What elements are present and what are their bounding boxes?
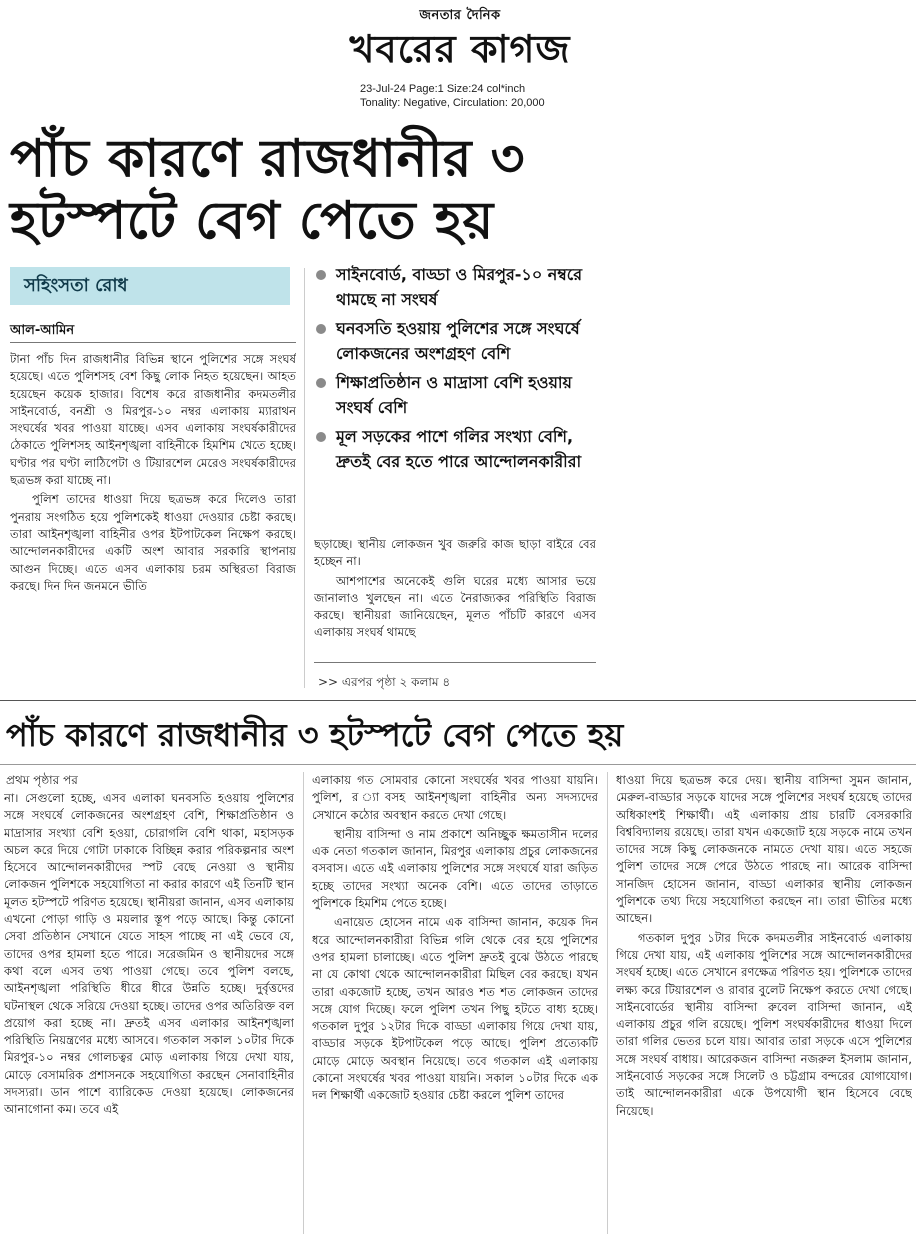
highlight-item: [316, 424, 606, 474]
column-divider: [304, 268, 305, 688]
divider-rule: [314, 662, 596, 663]
column-divider: [607, 772, 608, 1234]
clip-meta-line-2: Tonality: Negative, Circulation: 20,000: [360, 97, 545, 109]
highlights-list: [316, 262, 606, 478]
body-paragraph: না। সেগুলো হচ্ছে, এসব এলাকা ঘনবসতি হওয়ায় পুলিশের সঙ্গে সংঘর্ষে লোকজনের অংশগ্রহণ বেশি, শিক্ষাপ্রতিষ্ঠান ও মাদ্রাসার সংখ্যা বেশি হওয়া, চোরাগলি বেশি থাকা, মহাসড়ক অচল করে দিয়ে গোটা ঢাকাকে বিচ্ছিন্ন করার পরিকল্পনার অংশ হিসেবে আন্দোলনকারীদের স্পট বেছে নেওয়া ও স্থানীয় লোকজন পুলিশকে সহযোগিতা না করার কারণে এই তিনটি স্থান মূলত হটস্পটে পরিণত হয়েছে। স্থানীয়রা জানান, এসব এলাকায় এখনো পোড়া গাড়ি ও ময়লার স্তূপ পড়ে আছে। কিন্তু কোনো সেবা প্রতিষ্ঠান সেখানে যেতে সাহস পাচ্ছে না এই ভেবে যে, তাদের ওপর হামলা হতে পারে। সরেজমিন ও স্থানীয়দের সঙ্গে কথা বলে এসব তথ্য পাওয়া গেছে। তবে পুলিশ বলছে, আইনশৃঙ্খলা পরিস্থিতি ধীরে ধীরে উন্নতি হচ্ছে। দুর্বৃত্তদের ঘটনাস্থল থেকে সরিয়ে দেওয়া হচ্ছে। তাদের ওপর অতিরিক্ত বল প্রয়োগ করা হচ্ছে না। দ্রুতই এসব এলাকার আইনশৃঙ্খলা পরিস্থিতি নিয়ন্ত্রণের মধ্যে আসবে। গতকাল সকাল ১০টার দিকে মিরপুর-১০ নম্বর গোলচত্বর মোড় এলাকায় গিয়ে দেখা যায়, মোড়ে বেসামরিক প্রশাসনকে সহযোগিতা করছেন সেনাবাহিনীর সদস্যরা। ডান পাশে ব্যারিকেড দেওয়া হয়েছে। লোকজনের আনাগোনা কম। তবে এই: [4, 791, 294, 1117]
bullet-icon: [316, 432, 326, 442]
body-paragraph: ধাওয়া দিয়ে ছত্রভঙ্গ করে দেয়। স্থানীয় বাসিন্দা সুমন জানান, মেরুল-বাড্ডার সড়কে যাদের সঙ্গে পুলিশের সংঘর্ষ হয়েছে তাদের অধিকাংশই শিক্ষার্থী। এই এলাকায় প্রায় চারটি বেসরকারি বিশ্ববিদ্যালয় রয়েছে। তারা যখন একজোট হয়ে সড়কে নামে তখন তাদের সঙ্গে কিছু লোকজনকে নামতে দেখা যায়। এতে সহজে পুলিশ তাদের সঙ্গে পেরে উঠতে পারছে না। আরেক বাসিন্দা সানজিদ হোসেন জানান, বাড্ডা এলাকার স্থানীয় লোকজন পুলিশকে তথ্য দিয়ে সহযোগিতা করছেন না। তারা ভীতির মধ্যে আছেন।: [616, 773, 912, 926]
byline: আল-আমিন: [10, 323, 75, 338]
divider-rule: [0, 764, 916, 765]
jump-reference: >> এরপর পৃষ্ঠা ২ কলাম ৪: [318, 675, 451, 689]
highlight-text: মূল সড়কের পাশে গলির সংখ্যা বেশি, দ্রুতই বের হতে পারে আন্দোলনকারীরা: [336, 427, 582, 471]
bullet-icon: [316, 270, 326, 280]
section-divider: [0, 700, 916, 701]
body-paragraph: এলাকায় গত সোমবার কোনো সংঘর্ষের খবর পাওয়া যায়নি। পুলিশ, র ্যাবসহ আইনশৃঙ্খলা বাহিনীর অন্য সদস্যদের সেখানে কঠোর অবস্থান করতে দেখা গেছে।: [312, 773, 598, 822]
continuation-paragraph: আশপাশের অনেকেই গুলি ঘরের মধ্যে আসার ভয়ে জানালাও খুলছেন না। এতে নৈরাজ্যকর পরিস্থিতি বিরাজ করছে। স্থানীয়রা জানিয়েছেন, মূলত পাঁচটি কারণে এসব এলাকায় সংঘর্ষ থামছে: [314, 573, 596, 640]
body-paragraph: স্থানীয় বাসিন্দা ও নাম প্রকাশে অনিচ্ছুক ক্ষমতাসীন দলের এক নেতা গতকাল জানান, মিরপুর এলাকায় প্রচুর লোকজনের বসবাস। এতে এই এলাকায় পুলিশের সঙ্গে সংঘর্ষে যারা জড়িত হচ্ছে তাদের সংখ্যা অনেক বেশি। এতে তাদের তাড়াতে পুলিশকে হিমশিম পেতে হচ্ছে।: [312, 826, 598, 911]
column-divider: [303, 772, 304, 1234]
intro-paragraph: টানা পাঁচ দিন রাজধানীর বিভিন্ন স্থানে পুলিশের সঙ্গে সংঘর্ষ হয়েছে। এতে পুলিশসহ বেশ কিছু লোক নিহত হয়েছেন। আহত হয়েছেন কয়েক হাজার। বিশেষ করে রাজধানীর কদমতলীর সাইনবোর্ড, বনশ্রী ও মিরপুর-১০ নম্বর এলাকায় ম্যারাথন সংঘর্ষের খবর পাওয়া যাচ্ছে। এসব এলাকায় সংঘর্ষকারীদের ঠেকাতে পুলিশসহ আইনশৃঙ্খলা বাহিনীকে হিমশিম খেতে হচ্ছে। ঘণ্টার পর ঘণ্টা লাঠিপেটা ও টিয়ারশেল মেরেও সংঘর্ষকারীদের ছত্রভঙ্গ করা যাচ্ছে না।: [10, 352, 296, 488]
masthead: [320, 6, 600, 71]
highlight-text: শিক্ষাপ্রতিষ্ঠান ও মাদ্রাসা বেশি হওয়ায় সংঘর্ষ বেশি: [336, 373, 572, 417]
continued-headline: পাঁচ কারণে রাজধানীর ৩ হটস্পটে বেগ পেতে হয়: [6, 716, 624, 754]
bullet-icon: [316, 378, 326, 388]
continuation-paragraph: ছড়াচ্ছে। স্থানীয় লোকজন খুব জরুরি কাজ ছাড়া বাইরে বের হচ্ছেন না।: [314, 537, 596, 569]
body-paragraph: গতকাল দুপুর ১টার দিকে কদমতলীর সাইনবোর্ড এলাকায় গিয়ে দেখা যায়, এই এলাকায় পুলিশের সঙ্গে আন্দোলনকারীদের সংঘর্ষ হচ্ছে। এতে সেখানে রণক্ষেত্র পরিণত হয়। পুলিশকে তাদের লক্ষ্য করে টিয়ারশেল ও রাবার বুলেট নিক্ষেপ করতে দেখা গেছে। সাইনবোর্ডের স্থানীয় বাসিন্দা রুবেল বাসিন্দা জানান, এই এলাকায় প্রচুর গলি রয়েছে। পুলিশ সংঘর্ষকারীদের ধাওয়া দিলে তারা গলির ভেতর চলে যায়। আবার তারা সড়কে এসে পুলিশের সঙ্গে সংঘর্ষ বাধায়। আরেকজন বাসিন্দা নজরুল ইসলাম জানান, সাইনবোর্ড সড়কের সঙ্গে সিলেট ও চট্টগ্রাম বন্দরের যোগাযোগ। তাই আন্দোলনকারীরা একে উপযোগী স্থান হিসেবে বেছে নিয়েছে।: [616, 930, 912, 1118]
bullet-icon: [316, 324, 326, 334]
divider-rule: [10, 342, 296, 343]
body-paragraph: এনায়েত হোসেন নামে এক বাসিন্দা জানান, কয়েক দিন ধরে আন্দোলনকারীরা বিভিন্ন গলি থেকে বের হয়ে পুলিশের ওপর হামলা চালাচ্ছে। এতে পুলিশ দ্রুতই বুঝে উঠতে পারছে না যে কোথা থেকে আন্দোলনকারীরা মিছিল বের করছে। যখন তারা একজোট হচ্ছে, তখন আরও শত শত লোকজন তাদের সঙ্গে যোগ দিচ্ছে। ফলে পুলিশ তখন পিছু হটতে বাধ্য হচ্ছে। গতকাল দুপুর ১২টার দিকে বাড্ডা এলাকায় গিয়ে দেখা যায়, বাড্ডার সড়কে ইটপাটকেল পড়ে আছে। পুলিশ প্রত্যেকটি মোড়ে মোড়ে অবস্থান নিয়েছে। তবে গতকাল এই এলাকায় কোনো সংঘর্ষের খবর পাওয়া যায়নি। সকাল ১০টার দিকে এক দল শিক্ষার্থী একজোট হওয়ার চেষ্টা করলে পুলিশ তাদের: [312, 915, 598, 1103]
intro-paragraph: পুলিশ তাদের ধাওয়া দিয়ে ছত্রভঙ্গ করে দিলেও তারা পুনরায় সংগঠিত হয়ে পুলিশকেই ধাওয়া দেওয়ার চেষ্টা করছে। তারা আইনশৃঙ্খলা বাহিনীর ওপর ইটপাটকেল নিক্ষেপ করছে। আন্দোলনকারীদের একটি অংশ আবার সরকারি স্থাপনায় আগুন দিচ্ছে। এতে এসব এলাকায় চরম অস্থিরতা বিরাজ করছে। দিন দিন জনমনে ভীতি: [10, 492, 296, 593]
masthead-tagline: জনতার দৈনিক: [419, 8, 501, 23]
highlight-text: সাইনবোর্ড, বাড্ডা ও মিরপুর-১০ নম্বরে থামছে না সংঘর্ষ: [336, 265, 582, 309]
highlight-text: ঘনবসতি হওয়ায় পুলিশের সঙ্গে সংঘর্ষে লোকজনের অংশগ্রহণ বেশি: [336, 319, 580, 363]
main-headline: পাঁচ কারণে রাজধানীর ৩ হটস্পটে বেগ পেতে হয়: [10, 129, 525, 251]
intro-column: [10, 351, 296, 691]
body-column-2: [312, 772, 598, 1235]
body-column-3: [616, 772, 912, 1235]
highlight-item: [316, 316, 606, 366]
body-column-1: [4, 790, 294, 1235]
clip-metadata: [360, 82, 545, 110]
masthead-logo: খবরের কাগজ: [349, 27, 571, 71]
kicker-label: সহিংসতা রোধ: [10, 267, 290, 305]
clip-meta-line-1: 23-Jul-24 Page:1 Size:24 col*inch: [360, 83, 526, 95]
highlight-item: [316, 370, 606, 420]
continued-from-label: প্রথম পৃষ্ঠার পর: [6, 773, 78, 787]
highlight-item: [316, 262, 606, 312]
continuation-column: [314, 536, 596, 664]
